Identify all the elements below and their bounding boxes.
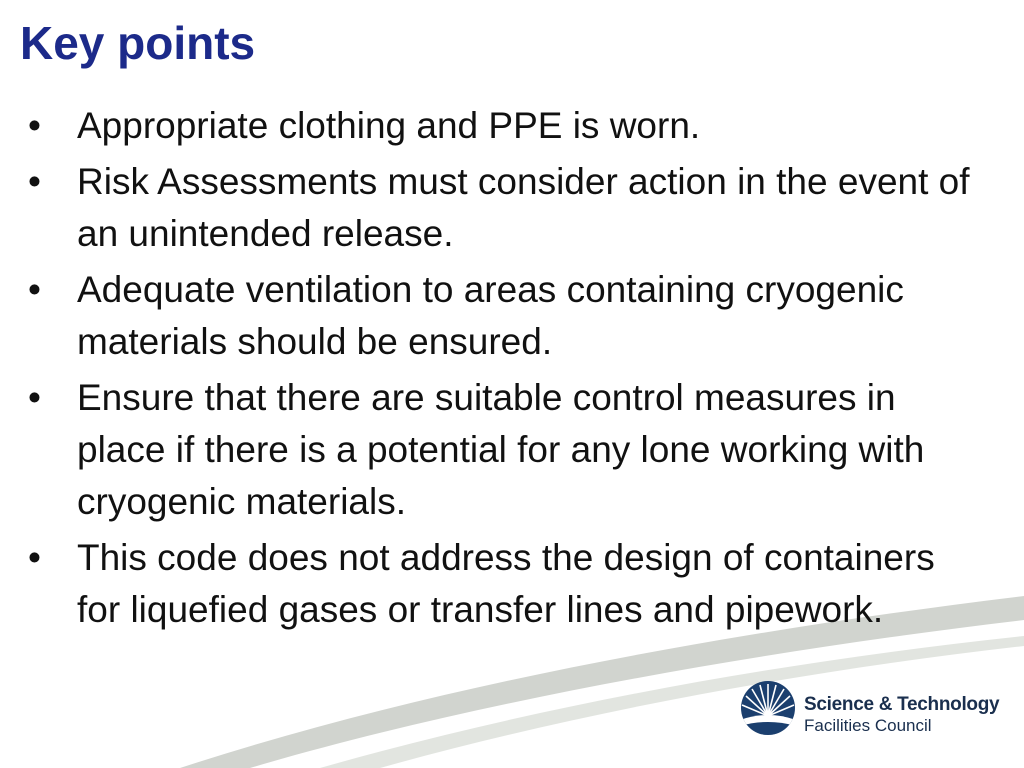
bullet-dot: • — [28, 161, 41, 202]
logo-name: Science & Technology — [804, 694, 1000, 715]
bullet-dot: • — [28, 269, 41, 310]
list-item — [28, 156, 988, 260]
bullet-text: Appropriate clothing and PPE is worn. — [77, 105, 701, 146]
bullet-text: This code does not address the design of containers for liquefied gases or transfer lines and pipework. — [77, 537, 935, 630]
bullet-dot: • — [28, 377, 41, 418]
bullet-text: Risk Assessments must consider action in the event of an unintended release. — [77, 161, 970, 254]
logo-subtitle: Facilities Council — [804, 716, 932, 735]
bullet-dot: • — [28, 537, 41, 578]
sunrise-globe-icon — [740, 680, 796, 736]
list-item — [28, 100, 988, 152]
stfc-logo — [740, 680, 1010, 740]
list-item — [28, 532, 988, 636]
slide-title: Key points — [20, 17, 256, 69]
list-item — [28, 264, 988, 368]
bullet-list — [28, 100, 988, 640]
bullet-text: Adequate ventilation to areas containing cryogenic materials should be ensured. — [77, 269, 904, 362]
list-item — [28, 372, 988, 528]
bullet-dot: • — [28, 105, 41, 146]
bullet-text: Ensure that there are suitable control measures in place if there is a potential for any lone working with cryogenic materials. — [77, 377, 925, 522]
